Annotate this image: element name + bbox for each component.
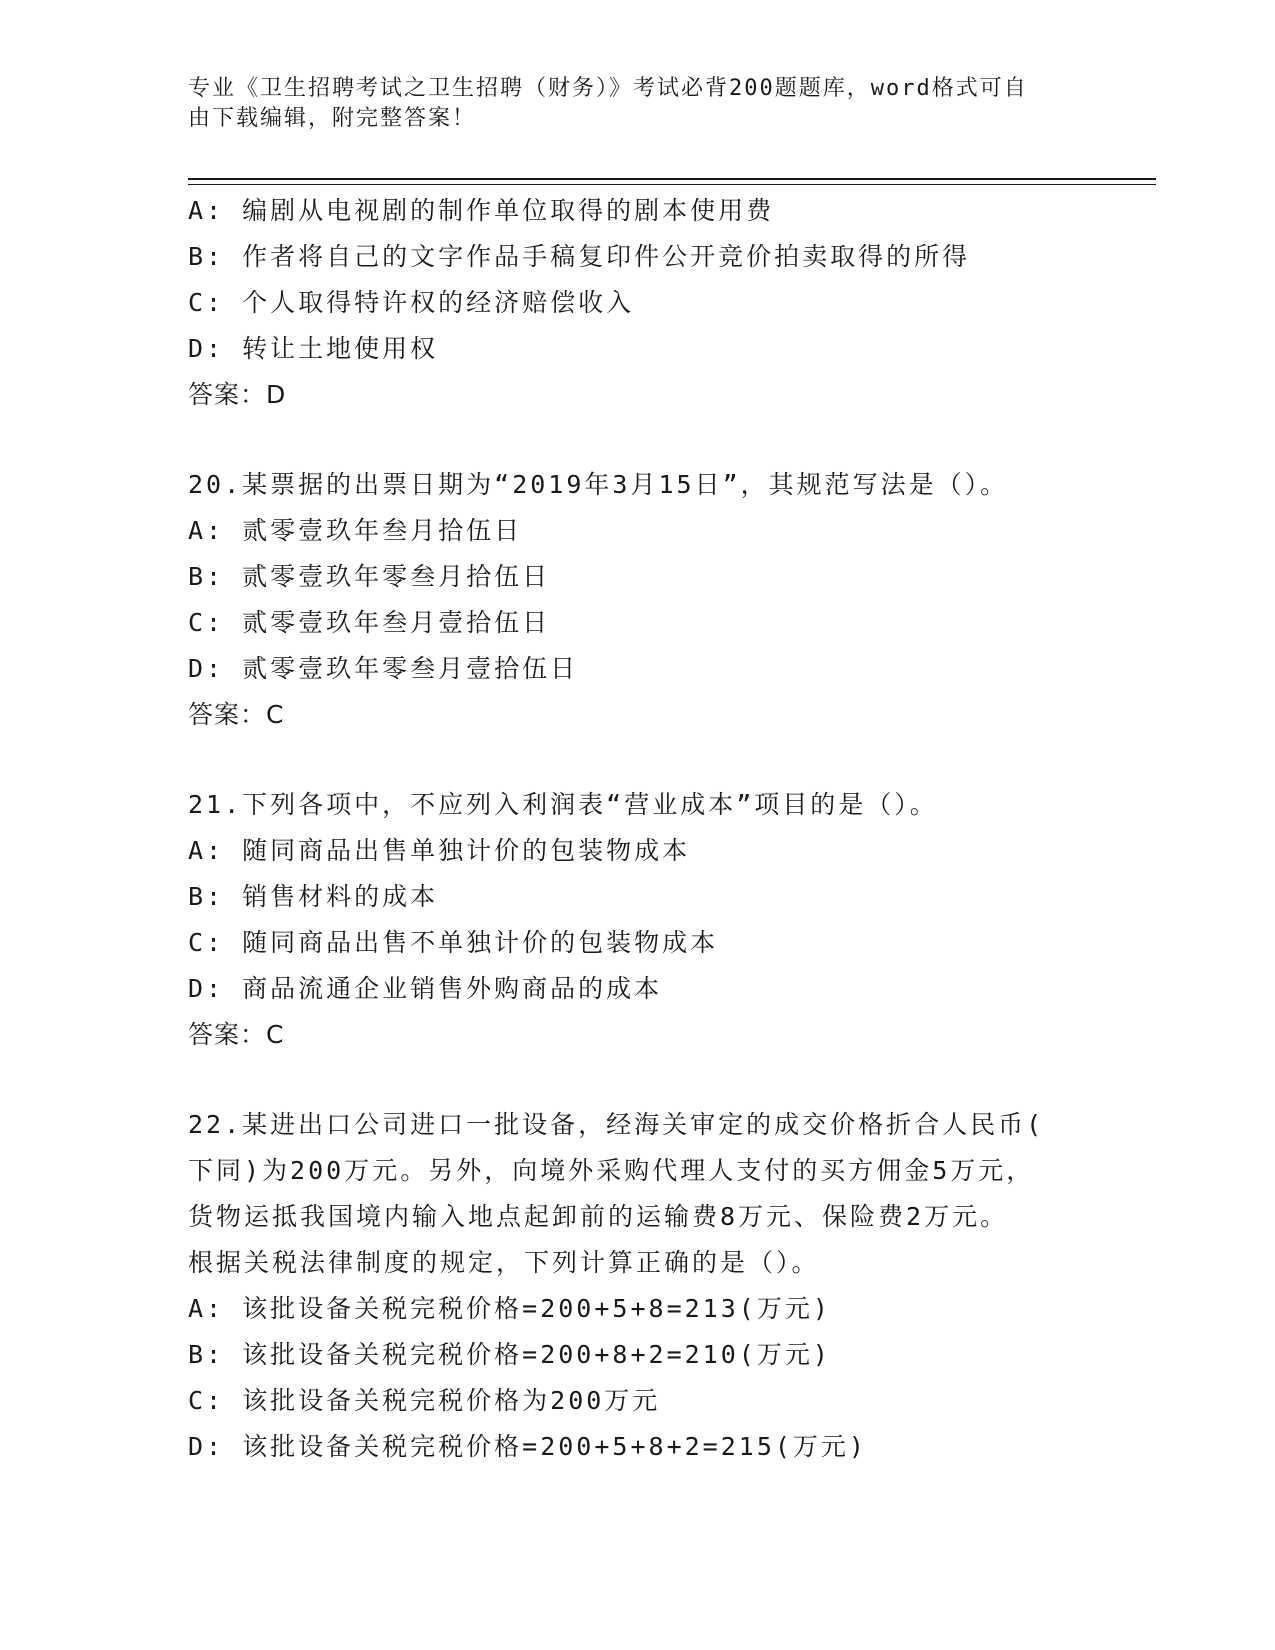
option-c: C: 贰零壹玖年叁月壹拾伍日	[188, 608, 551, 637]
answer-label: 答案：D	[188, 380, 287, 409]
question-19-continued	[188, 188, 1088, 418]
option-b: B: 销售材料的成本	[188, 882, 439, 911]
question-22	[188, 1102, 1088, 1470]
spacer	[188, 1058, 1088, 1102]
header-line-2: 由下载编辑，附完整答案！	[188, 106, 477, 131]
question-stem-line: 根据关税法律制度的规定，下列计算正确的是（）。	[188, 1248, 820, 1277]
spacer	[188, 738, 1088, 782]
header-line-1: 专业《卫生招聘考试之卫生招聘（财务）》考试必背200题题库，word格式可自	[188, 76, 1028, 101]
question-stem-line: 货物运抵我国境内输入地点起卸前的运输费8万元、保险费2万元。	[188, 1202, 1009, 1231]
option-b: B: 作者将自己的文字作品手稿复印件公开竞价拍卖取得的所得	[188, 242, 971, 271]
question-21	[188, 782, 1088, 1058]
question-stem-line: 22.某进出口公司进口一批设备，经海关审定的成交价格折合人民币(	[188, 1110, 1045, 1139]
question-20	[188, 462, 1088, 738]
option-c: C: 个人取得特许权的经济赔偿收入	[188, 288, 635, 317]
option-a: A: 随同商品出售单独计价的包装物成本	[188, 836, 691, 865]
question-list	[188, 188, 1088, 1470]
option-d: D: 该批设备关税完税价格=200+5+8+2=215(万元)	[188, 1432, 867, 1461]
question-stem: 20.某票据的出票日期为“2019年3月15日”，其规范写法是（）。	[188, 470, 1009, 499]
option-a: A: 贰零壹玖年叁月拾伍日	[188, 516, 523, 545]
option-b: B: 贰零壹玖年零叁月拾伍日	[188, 562, 551, 591]
option-d: D: 贰零壹玖年零叁月壹拾伍日	[188, 654, 579, 683]
option-a: A: 编剧从电视剧的制作单位取得的剧本使用费	[188, 196, 775, 225]
question-stem-line: 下同)为200万元。另外，向境外采购代理人支付的买方佣金5万元，	[188, 1156, 1035, 1185]
option-d: D: 商品流通企业销售外购商品的成本	[188, 974, 663, 1003]
header-divider-thin	[188, 184, 1156, 185]
question-stem: 21.下列各项中，不应列入利润表“营业成本”项目的是（）。	[188, 790, 938, 819]
option-d: D: 转让土地使用权	[188, 334, 439, 363]
answer-label: 答案：C	[188, 700, 285, 729]
document-header	[188, 74, 1068, 134]
option-c: C: 该批设备关税完税价格为200万元	[188, 1386, 661, 1415]
option-c: C: 随同商品出售不单独计价的包装物成本	[188, 928, 719, 957]
option-b: B: 该批设备关税完税价格=200+8+2=210(万元)	[188, 1340, 831, 1369]
answer-label: 答案：C	[188, 1020, 285, 1049]
spacer	[188, 418, 1088, 462]
option-a: A: 该批设备关税完税价格=200+5+8=213(万元)	[188, 1294, 831, 1323]
header-divider-thick	[188, 178, 1156, 180]
